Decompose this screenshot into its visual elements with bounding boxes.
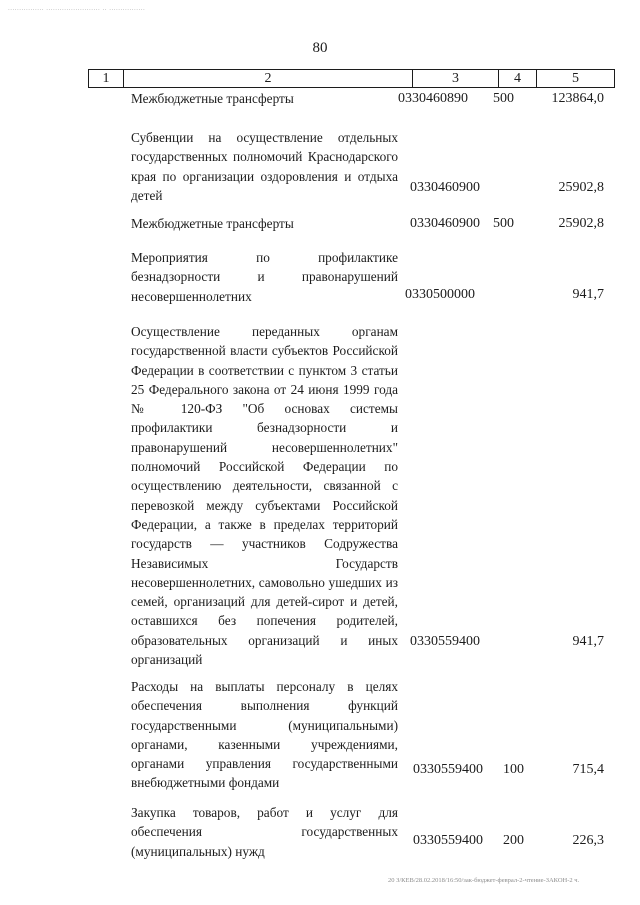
row-code: 0330460890 bbox=[398, 91, 468, 106]
row-amount: 123864,0 bbox=[551, 91, 604, 106]
row-expense-type: 200 bbox=[503, 833, 524, 848]
row-description: Расходы на выплаты персоналу в целях обеспечения выполнения функций государственными (муниципальными) органами, казенными учреждениями, органами управления государственными внебюджетными фондами bbox=[131, 679, 398, 791]
row-description: Закупка товаров, работ и услуг для обеспечения государственных (муниципальных) нужд bbox=[131, 805, 398, 859]
column-header-3: 3 bbox=[413, 70, 499, 87]
row-amount: 941,7 bbox=[572, 287, 604, 302]
page-number: 80 bbox=[312, 40, 328, 56]
table-header-row bbox=[88, 69, 615, 88]
row-amount: 25902,8 bbox=[558, 180, 604, 195]
column-header-1: 1 bbox=[89, 70, 124, 87]
row-expense-type: 500 bbox=[493, 91, 514, 106]
footer-file-stamp: 20 З/КЕВ/28.02.2018/16:50/зак-бюджет-феврал-2-чтение-ЗАКОН-2 ч. bbox=[388, 877, 580, 884]
column-header-4: 4 bbox=[499, 70, 537, 87]
row-amount: 226,3 bbox=[572, 833, 604, 848]
row-code: 0330559400 bbox=[413, 762, 483, 777]
row-amount: 25902,8 bbox=[558, 216, 604, 231]
row-expense-type: 500 bbox=[493, 216, 514, 231]
row-description: Мероприятия по профилактике безнадзорности и правонарушений несовершеннолетних bbox=[131, 250, 398, 304]
row-expense-type: 100 bbox=[503, 762, 524, 777]
row-code: 0330460900 bbox=[410, 180, 480, 195]
row-description: Межбюджетные трансферты bbox=[131, 91, 294, 106]
row-description: Осуществление переданных органам государственной власти субъектов Российской Федерации в соответствии с пунктом 3 статьи 25 Федерального закона от 24 июня 1999 года № 120-ФЗ "Об основах системы профилактики безнадзорности и правонарушений несовершеннолетних" полномочий Российской Федерации по осуществлению деятельности, связанной с перевозкой между субъектами Российской Федерации, а также в пределах территорий государств — участников Содружества Независимых Государств несовершеннолетних, самовольно ушедших из семей, организаций для детей-сирот и детей, оставшихся без попечения родителей, образовательных организаций и иных организаций bbox=[131, 324, 398, 668]
row-code: 0330559400 bbox=[410, 634, 480, 649]
row-amount: 715,4 bbox=[572, 762, 604, 777]
row-code: 0330559400 bbox=[413, 833, 483, 848]
scan-header-noise: ................ ........................ .. ................ bbox=[8, 4, 146, 12]
row-code: 0330500000 bbox=[405, 287, 475, 302]
row-code: 0330460900 bbox=[410, 216, 480, 231]
row-amount: 941,7 bbox=[572, 634, 604, 649]
column-header-5: 5 bbox=[572, 71, 579, 86]
row-description: Субвенции на осуществление отдельных государственных полномочий Краснодарского края по организации оздоровления и отдыха детей bbox=[131, 130, 398, 203]
row-description: Межбюджетные трансферты bbox=[131, 216, 294, 231]
column-header-2: 2 bbox=[124, 70, 413, 87]
